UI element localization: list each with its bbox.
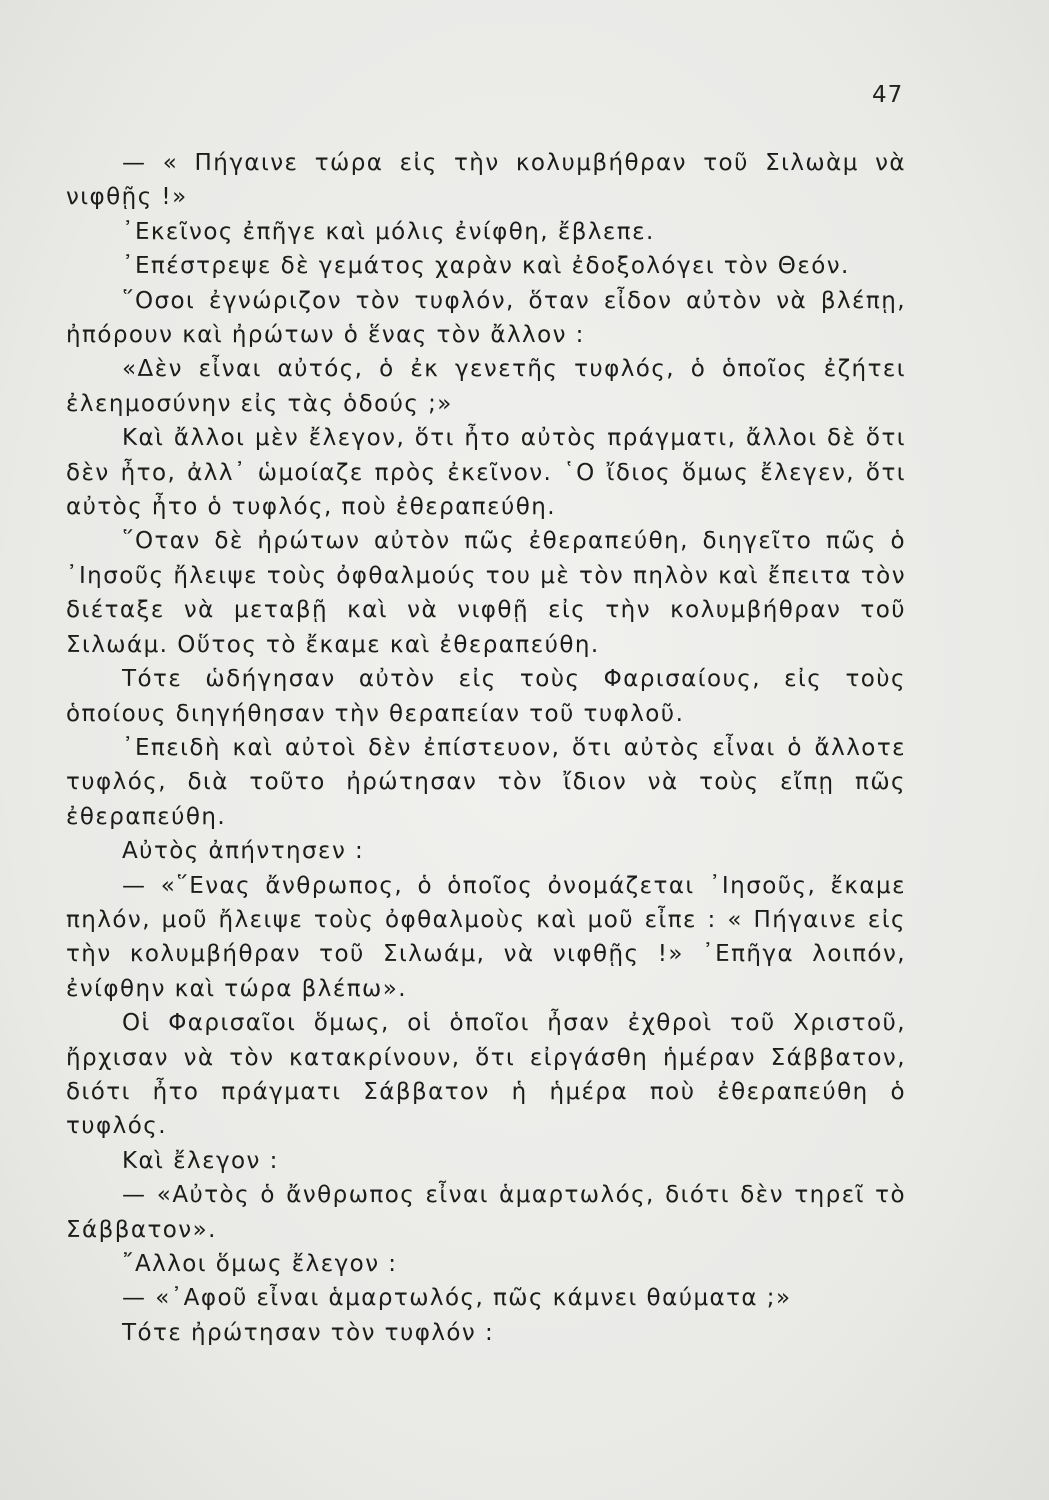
- paragraph: ῞Οταν δὲ ἠρώτων αὐτὸν πῶς ἐθεραπεύθη, διηγεῖτο πῶς ὁ ᾿Ιησοῦς ἤλειψε τοὺς ὀφθαλμούς του μὲ τὸν πηλὸν καὶ ἔπειτα τὸν διέταξε νὰ μεταβῇ καὶ νὰ νιφθῇ εἰς τὴν κολυμβήθραν τοῦ Σιλωάμ. Οὕτος τὸ ἔκαμε καὶ ἐθεραπεύθη.: [66, 528, 906, 658]
- paragraph: ᾿Επειδὴ καὶ αὐτοὶ δὲν ἐπίστευον, ὅτι αὐτὸς εἶναι ὁ ἄλλοτε τυφλός, διὰ τοῦτο ἠρώτησαν τὸν ἴδιον νὰ τοὺς εἴπῃ πῶς ἐθεραπεύθη.: [66, 734, 906, 830]
- page-number: 47: [872, 82, 904, 108]
- paragraph: Αὐτὸς ἀπήντησεν :: [122, 838, 365, 865]
- paragraph: — « Πήγαινε τώρα εἰς τὴν κολυμβήθραν τοῦ Σιλωὰμ νὰ νιφθῇς !»: [66, 150, 906, 211]
- paragraph: — «Αὐτὸς ὁ ἄνθρωπος εἶναι ἁμαρτωλός, διότι δὲν τηρεῖ τὸ Σάββατον».: [66, 1182, 906, 1243]
- paragraph: Οἱ Φαρισαῖοι ὅμως, οἱ ὁποῖοι ἦσαν ἐχθροὶ τοῦ Χριστοῦ, ἤρχισαν νὰ τὸν κατακρίνουν, ὅτι εἰργάσθη ἡμέραν Σάββατον, διότι ἦτο πράγματι Σάββατον ἡ ἡμέρα ποὺ ἐθεραπεύθη ὁ τυφλός.: [66, 1010, 906, 1140]
- paragraph: Καὶ ἔλεγον :: [122, 1147, 279, 1174]
- paragraph: «Δὲν εἶναι αὐτός, ὁ ἐκ γενετῆς τυφλός, ὁ ὁποῖος ἐζήτει ἐλεημοσύνην εἰς τὰς ὁδούς ;»: [66, 356, 906, 417]
- paragraph: — «῞Ενας ἄνθρωπος, ὁ ὁποῖος ὀνομάζεται ᾿Ιησοῦς, ἔκαμε πηλόν, μοῦ ἤλειψε τοὺς ὀφθαλμοὺς καὶ μοῦ εἶπε : « Πήγαινε εἰς τὴν κολυμβήθραν τοῦ Σιλωάμ, νὰ νιφθῇς !» ᾿Επῆγα λοιπόν, ἐνίφθην καὶ τώρα βλέπω».: [66, 872, 906, 1002]
- paragraph: ῞Οσοι ἐγνώριζον τὸν τυφλόν, ὅταν εἶδον αὐτὸν νὰ βλέπῃ, ἠπόρουν καὶ ἠρώτων ὁ ἕνας τὸν ἄλλον :: [66, 287, 906, 349]
- body-text: [66, 146, 906, 1350]
- paragraph: ᾿Εκεῖνος ἐπῆγε καὶ μόλις ἐνίφθη, ἔβλεπε.: [122, 218, 655, 245]
- paragraph: ᾿Επέστρεψε δὲ γεμάτος χαρὰν καὶ ἐδοξολόγει τὸν Θεόν.: [122, 253, 850, 280]
- paragraph: Τότε ἠρώτησαν τὸν τυφλόν :: [122, 1319, 495, 1346]
- paragraph: Καὶ ἄλλοι μὲν ἔλεγον, ὅτι ἦτο αὐτὸς πράγματι, ἄλλοι δὲ ὅτι δὲν ἦτο, ἀλλ᾿ ὡμοίαζε πρὸς ἐκεῖνον. ῾Ο ἴδιος ὅμως ἔλεγεν, ὅτι αὐτὸς ἦτο ὁ τυφλός, ποὺ ἐθεραπεύθη.: [66, 425, 906, 521]
- paragraph: ῎Αλλοι ὅμως ἔλεγον :: [122, 1251, 398, 1277]
- paragraph: — «᾿Αφοῦ εἶναι ἁμαρτωλός, πῶς κάμνει θαύματα ;»: [122, 1285, 792, 1312]
- paragraph: Τότε ὡδήγησαν αὐτὸν εἰς τοὺς Φαρισαίους, εἰς τοὺς ὁποίους διηγήθησαν τὴν θεραπείαν τοῦ τυφλοῦ.: [66, 666, 906, 727]
